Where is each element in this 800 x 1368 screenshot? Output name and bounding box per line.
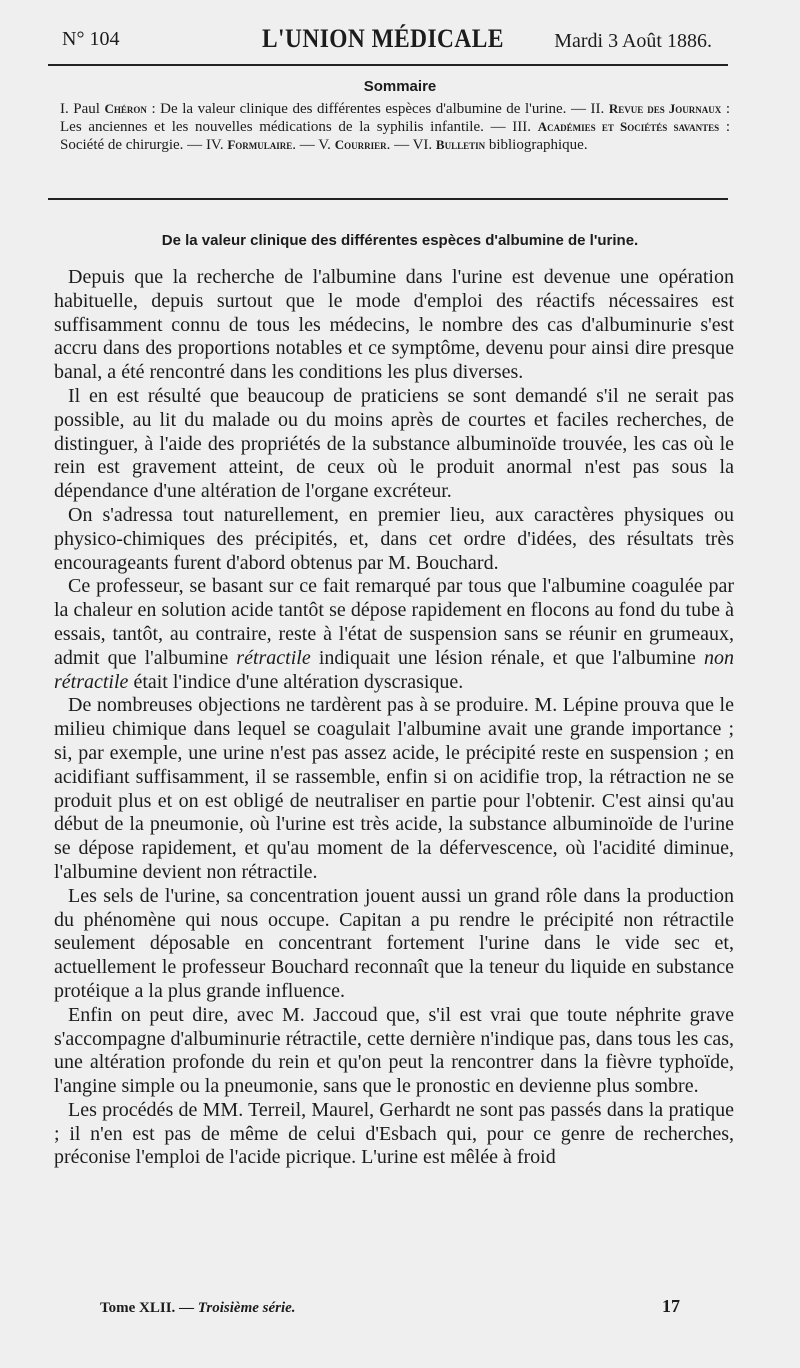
paragraph: Depuis que la recherche de l'albumine dans l'urine est devenue une opération habituelle, depuis surtout que le mode d'emploi des réactifs nécessaires est suffisamment connu de tous les médecins, le nombre des cas d'albuminurie s'est accru dans des proportions notables et ce symptôme, devenu pour ainsi dire presque banal, a été rencontré dans les conditions les plus diverses.	[54, 266, 734, 384]
article-heading: De la valeur clinique des différentes espèces d'albumine de l'urine.	[161, 232, 639, 249]
paragraph: Les procédés de MM. Terreil, Maurel, Gerhardt ne sont pas passés dans la pratique ; il n'en est pas de même de celui d'Esbach qui, pour ce genre de recherches, préconise l'emploi de l'acide picrique. L'urine est mêlée à froid	[54, 1098, 734, 1169]
page-header	[62, 24, 712, 64]
paragraph: On s'adressa tout naturellement, en premier lieu, aux caractères physiques ou physico-chimiques des précipités, et, dans cet ordre d'idées, des résultats très encourageants furent d'abord obtenus par M. Bouchard.	[54, 503, 734, 574]
paragraph: De nombreuses objections ne tardèrent pas à se produire. M. Lépine prouva que le milieu chimique dans lequel se coagulait l'albumine avait une grande importance ; si, par exemple, une urine n'est pas assez acide, le précipité reste en suspension ; en acidifiant suffisamment, il se rassemble, enfin si on acidifie trop, la rétraction ne se produit plus et on est obligé de neutraliser en partie pour l'obtenir. C'est ainsi qu'au début de la pneumonie, où l'urine est très acide, la substance albuminoïde de l'urine se dépose rapidement, et qu'au moment de la défervescence, où l'acidité diminue, l'albumine devient non rétractile.	[54, 694, 734, 883]
sommaire-item: II. Revue des Journaux : Les anciennes et les nouvelles médications de la syphilis infantile. —	[60, 101, 731, 135]
sommaire-rule	[48, 198, 728, 200]
paragraph: Ce professeur, se basant sur ce fait remarqué par tous que l'albumine coagulée par la chaleur en solution acide tantôt se dépose rapidement en flocons au fond du tube à essais, tantôt, au contraire, reste à l'état de suspension sans se réunir en grumeaux, admit que l'albumine rétractile indiquait une lésion rénale, et que l'albumine non rétractile était l'indice d'une altération dyscrasique.	[54, 575, 734, 693]
journal-title: L'UNION MÉDICALE	[262, 24, 504, 53]
sommaire-item: III. Académies et Sociétés savantes : Société de chirurgie. —	[60, 119, 731, 153]
header-rule	[48, 64, 728, 66]
issue-date: Mardi 3 Août 1886.	[554, 30, 712, 52]
italic-term: non rétractile	[54, 646, 734, 693]
footer-tome: Tome XLII. — Troisième série.	[100, 1300, 296, 1316]
sommaire-title: Sommaire	[363, 78, 437, 95]
sommaire-item: VI. Bulletin bibliographique.	[412, 137, 588, 153]
sommaire-item: V. Courrier. —	[318, 137, 413, 153]
issue-number: N° 104	[62, 28, 120, 50]
sommaire-list	[60, 100, 730, 154]
paragraph: Les sels de l'urine, sa concentration jouent aussi un grand rôle dans la production du phénomène qui nous occupe. Capitan a pu rendre le précipité non rétractile seulement déposable en concentrant fortement l'urine dans le vide sec et, actuellement le professeur Bouchard reconnaît que la teneur du liquide en substance protéique a la plus grande influence.	[54, 884, 734, 1002]
article-body	[54, 266, 734, 1170]
page-footer	[100, 1296, 680, 1324]
italic-term: rétractile	[236, 646, 311, 669]
paragraph: Il en est résulté que beaucoup de praticiens se sont demandé s'il ne serait pas possible, au lit du malade ou du moins après de courtes et faciles recherches, de distinguer, à l'aide des propriétés de la substance albuminoïde trouvée, les cas où le rein est gravement atteint, de ceux où le produit anormal n'est pas sous la dépendance d'une altération de l'organe excréteur.	[54, 384, 734, 503]
sommaire-item: IV. Formulaire. —	[205, 137, 319, 153]
paragraph: Enfin on peut dire, avec M. Jaccoud que, s'il est vrai que toute néphrite grave s'accompagne d'albuminurie rétractile, cette dernière n'indique pas, dans tous les cas, une altération profonde du rein et qu'on peut la rencontrer dans la fièvre typhoïde, l'angine simple ou la pneumonie, sans que le pronostic en devienne plus sombre.	[54, 1003, 734, 1098]
page-number: 17	[662, 1296, 680, 1316]
sommaire-item: I. Paul Chéron : De la valeur clinique des différentes espèces d'albumine de l'urine. —	[60, 101, 591, 117]
